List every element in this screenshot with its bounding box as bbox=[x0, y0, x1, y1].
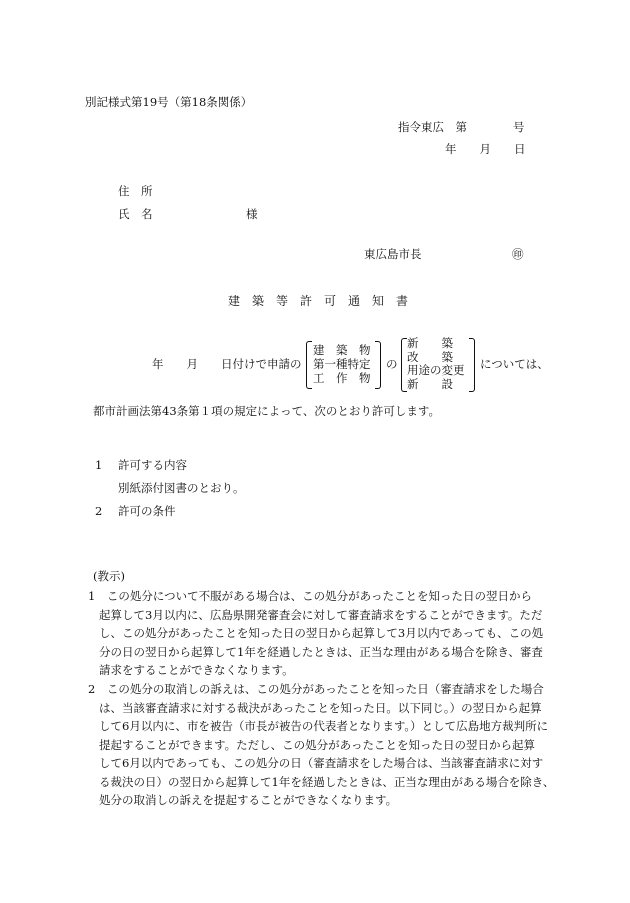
issuer-name: 東広島市長 bbox=[364, 247, 422, 261]
item-1-label: 許可する内容 bbox=[118, 458, 187, 472]
notice-paragraph-1 bbox=[88, 587, 543, 680]
item-2-number: 2 bbox=[95, 504, 103, 518]
item-2-label: 許可の条件 bbox=[118, 504, 176, 518]
action-option: 新 設 bbox=[407, 376, 453, 391]
notice-heading: (教示) bbox=[93, 569, 125, 583]
body-connector: の bbox=[386, 357, 398, 371]
honorific: 様 bbox=[246, 207, 258, 221]
name-label: 氏 名 bbox=[118, 207, 153, 221]
subject-bracket-right bbox=[375, 341, 381, 389]
notice-line: 処分の取消しの訴えを提起することができなくなります。 bbox=[99, 793, 398, 807]
subject-option: 工 作 物 bbox=[313, 371, 371, 385]
issue-date: 年 月 日 bbox=[445, 142, 526, 156]
reference-number: 指令東広 第 号 bbox=[398, 120, 525, 134]
form-label: 別記様式第19号（第18条関係） bbox=[85, 95, 253, 109]
subject-option: 第一種特定 bbox=[313, 357, 371, 371]
action-bracket-right bbox=[469, 338, 475, 392]
subject-bracket-left bbox=[306, 341, 312, 389]
action-option: 新 築 bbox=[407, 336, 453, 350]
address-label: 住 所 bbox=[118, 184, 153, 198]
notice-line: る裁決の日）の翌日から起算して1年を経過したときは、正当な理由がある場合を除き、 bbox=[99, 774, 555, 789]
notice-line: は、当該審査請求に対する裁決があったことを知った日。以下同じ。）の翌日から起算 bbox=[99, 700, 542, 715]
notice-line: し、この処分があったことを知った日の翌日から起算して3月以内であっても、この処 bbox=[99, 626, 544, 640]
action-options bbox=[407, 337, 465, 391]
notice-line: して6月以内であっても、この処分の日（審査請求をした場合は、当該審査請求に対す bbox=[99, 756, 544, 770]
seal-mark: ㊞ bbox=[512, 247, 524, 261]
document-title: 建 築 等 許 可 通 知 書 bbox=[228, 294, 409, 308]
subject-options bbox=[313, 343, 371, 385]
subject-option: 建 築 物 bbox=[313, 343, 371, 357]
body-line-2: 都市計画法第43条第１項の規定によって、次のとおり許可します。 bbox=[93, 404, 440, 418]
action-option: 改 築 bbox=[407, 349, 453, 364]
item-1-number: 1 bbox=[95, 458, 103, 472]
item-1-detail: 別紙添付図書のとおり。 bbox=[118, 481, 245, 495]
body-suffix: については、 bbox=[480, 357, 549, 371]
notice-line: 提起することができます。ただし、この処分があったことを知った日の翌日から起算 bbox=[99, 737, 535, 752]
notice-line: して6月以内に、市を被告（市長が被告の代表者となります。）として広島地方裁判所に bbox=[99, 719, 549, 733]
notice-paragraph-2 bbox=[88, 680, 554, 810]
notice-line: 2 この処分の取消しの訴えは、この処分があったことを知った日（審査請求をした場合 bbox=[88, 682, 544, 696]
notice-line: 請求をすることができなくなります。 bbox=[99, 663, 294, 677]
notice-line: 起算して3月以内に、広島県開発審査会に対して審査請求をすることができます。ただ bbox=[99, 607, 543, 622]
notice-line: 分の日の翌日から起算して1年を経過したときは、正当な理由がある場合を除き、審査 bbox=[99, 644, 543, 659]
action-option: 用途の変更 bbox=[407, 363, 465, 377]
body-date-prefix: 年 月 日付けで申請の bbox=[152, 357, 302, 371]
notice-line: 1 この処分について不服がある場合は、この処分があったことを知った日の翌日から bbox=[88, 589, 532, 603]
